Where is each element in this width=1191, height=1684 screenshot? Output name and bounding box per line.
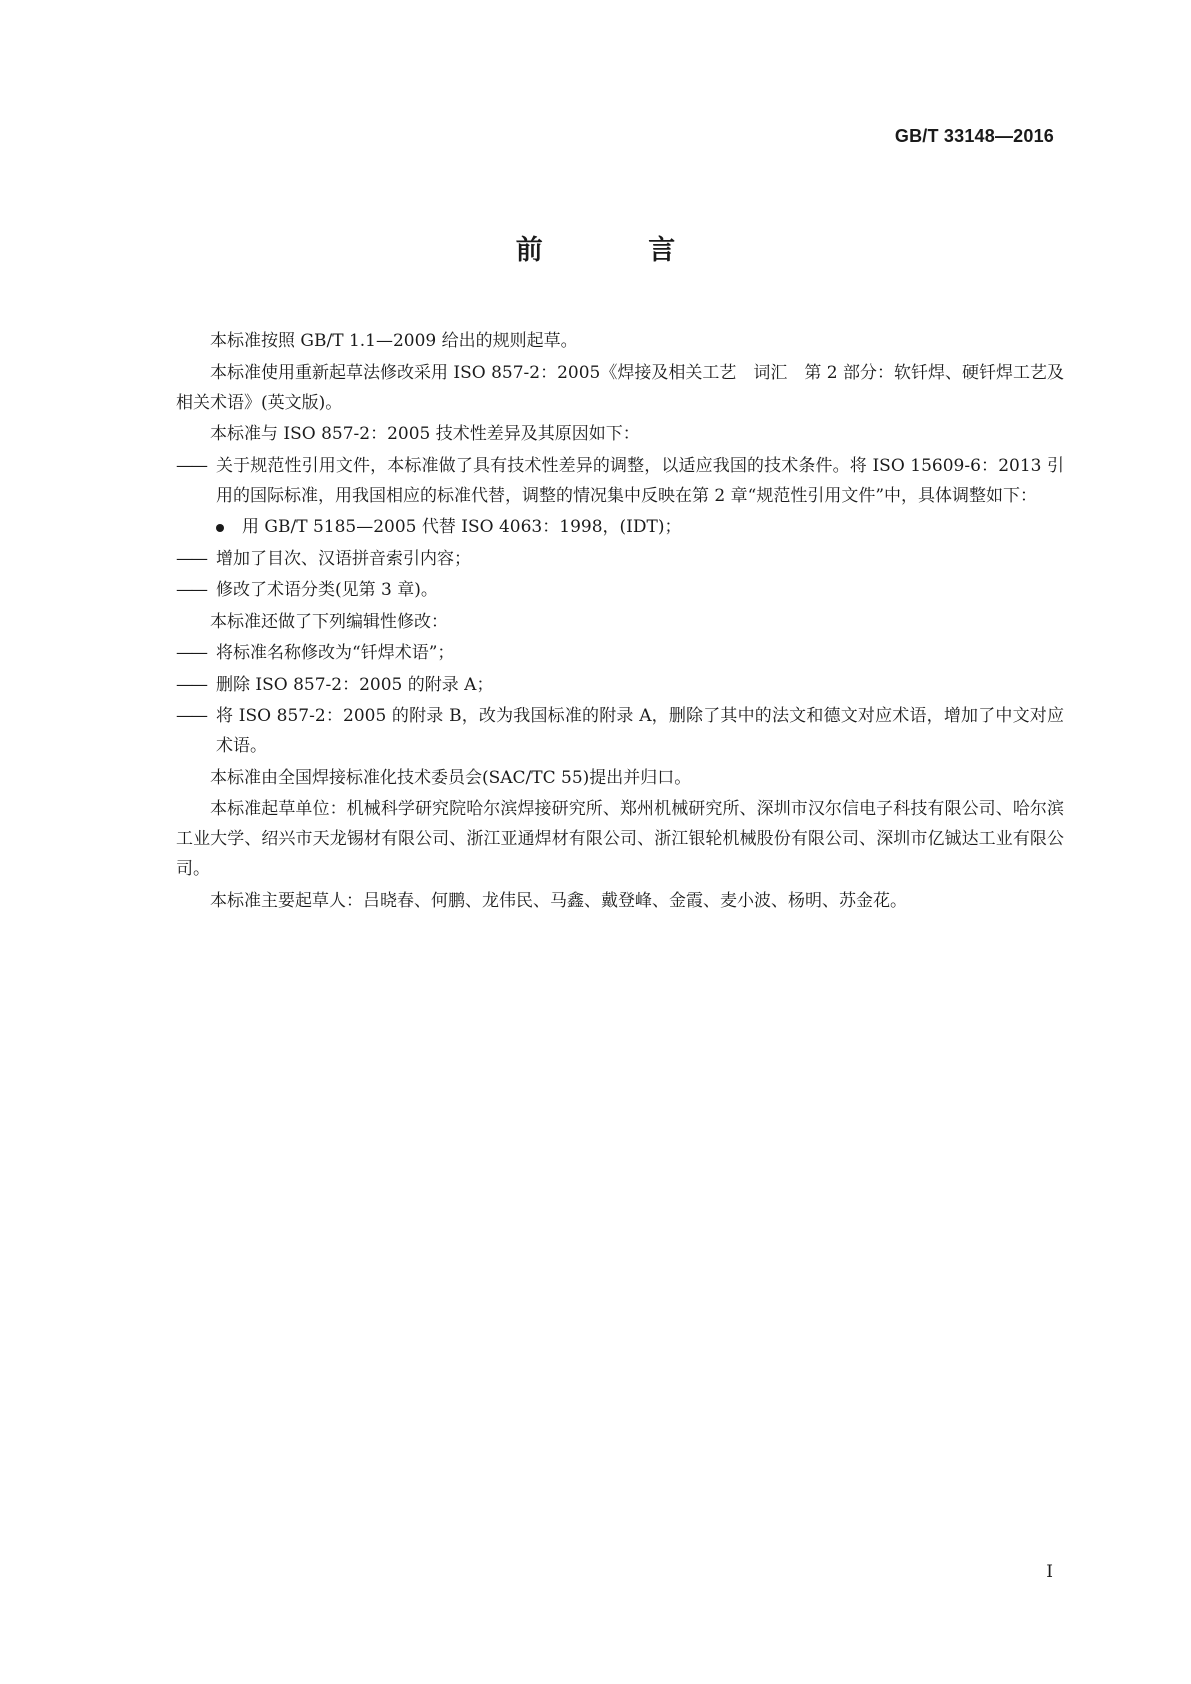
dash-list-item <box>176 638 1064 668</box>
bullet-list-item <box>176 512 1064 542</box>
dash-list-item <box>176 544 1064 574</box>
paragraph: 本标准与 ISO 857-2：2005 技术性差异及其原因如下： <box>210 424 640 444</box>
page-number: I <box>1046 1562 1053 1582</box>
page-title: 前 言 <box>515 235 724 266</box>
bullet-dot-icon <box>216 524 224 532</box>
paragraph: 本标准主要起草人：吕晓春、何鹏、龙伟民、马鑫、戴登峰、金霞、麦小波、杨明、苏金花。 <box>210 890 907 911</box>
dash-marker: —— <box>176 643 206 663</box>
dash-item-text: 删除 ISO 857-2：2005 的附录 A； <box>216 674 494 695</box>
dash-list-item <box>176 701 1064 761</box>
dash-list-item <box>176 670 1064 700</box>
dash-item-text: 修改了术语分类(见第 3 章)。 <box>216 580 438 600</box>
standard-code: GB/T 33148—2016 <box>894 126 1054 146</box>
bullet-item-text: 用 GB/T 5185—2005 代替 ISO 4063：1998，(IDT)； <box>242 517 682 537</box>
dash-marker: —— <box>176 706 206 726</box>
dash-list-item <box>176 451 1064 511</box>
dash-marker: —— <box>176 580 206 600</box>
paragraph: 本标准还做了下列编辑性修改： <box>210 611 448 632</box>
paragraph: 本标准使用重新起草法修改采用 ISO 857-2：2005《焊接及相关工艺 词汇 第 2 部分：软钎焊、硬钎焊工艺及相关术语》(英文版)。 <box>176 362 1064 413</box>
paragraph: 本标准起草单位：机械科学研究院哈尔滨焊接研究所、郑州机械研究所、深圳市汉尔信电子科技有限公司、哈尔滨工业大学、绍兴市天龙锡材有限公司、浙江亚通焊材有限公司、浙江银轮机械股份有限公司、深圳市亿铖达工业有限公司。 <box>176 799 1064 879</box>
dash-list-item <box>176 575 1064 605</box>
paragraph: 本标准由全国焊接标准化技术委员会(SAC/TC 55)提出并归口。 <box>210 767 692 788</box>
dash-marker: —— <box>176 455 206 476</box>
dash-marker: —— <box>176 674 206 695</box>
dash-marker: —— <box>176 548 206 569</box>
dash-item-text: 增加了目次、汉语拼音索引内容； <box>216 548 471 569</box>
foreword-body <box>176 326 1064 917</box>
paragraph: 本标准按照 GB/T 1.1—2009 给出的规则起草。 <box>210 331 578 351</box>
dash-item-text: 将标准名称修改为“钎焊术语”； <box>216 643 455 663</box>
dash-item-text: 将 ISO 857-2：2005 的附录 B，改为我国标准的附录 A，删除了其中的法文和德文对应术语，增加了中文对应术语。 <box>216 706 1064 756</box>
dash-item-text: 关于规范性引用文件，本标准做了具有技术性差异的调整，以适应我国的技术条件。将 ISO 15609-6：2013 引用的国际标准，用我国相应的标准代替，调整的情况集中反映在第 2 章“规范性引用文件”中，具体调整如下： <box>216 455 1064 506</box>
